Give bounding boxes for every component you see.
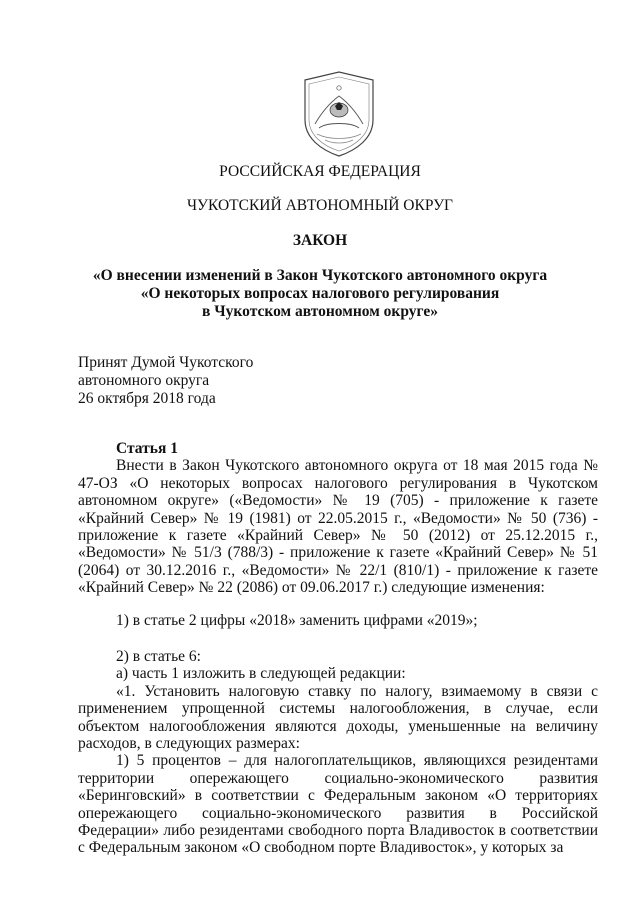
adoption-line: Принят Думой Чукотского — [78, 354, 254, 371]
country-heading: РОССИЙСКАЯ ФЕДЕРАЦИЯ — [219, 163, 421, 180]
region-heading: ЧУКОТСКИЙ АВТОНОМНЫЙ ОКРУГ — [186, 197, 454, 214]
adoption-line: автономного округа — [78, 372, 210, 389]
amendment-item: 1) в статье 2 цифры «2018» заменить цифрами «2019»; — [116, 612, 478, 629]
quoted-point-1: 1) 5 процентов – для налогоплательщиков, являющихся резидентами территории опережающего социально-экономического развития «Беринговский» в соответствии с Федеральным законом «О территориях опережающего социально-экономического развития в Российской Федерации» либо резидентами свободного порта Владивосток в соответствии с Федеральным законом «О свободном порте Владивосток», у которых за — [78, 752, 598, 857]
amendment-item-1 — [78, 612, 598, 629]
law-title-line: «О внесении изменений в Закон Чукотского автономного округа — [92, 267, 548, 284]
amendment-item-2 — [78, 648, 598, 857]
law-title — [60, 267, 580, 321]
document-type: ЗАКОН — [292, 232, 348, 249]
article-1 — [78, 440, 598, 597]
coat-of-arms-emblem — [297, 66, 381, 158]
law-title-line: «О некоторых вопросах налогового регулирования — [140, 285, 500, 302]
article-title: Статья 1 — [116, 440, 178, 457]
article-intro: Внести в Закон Чукотского автономного округа от 18 мая 2015 года № 47-ОЗ «О некоторых вопросах налогового регулирования в Чукотском автономном округе» («Ведомости» № 19 (705) - приложение к газете «Крайний Север» № 19 (1981) от 22.05.2015 г., «Ведомости» № 50 (736) - приложение к газете «Крайний Север» № 50 (2012) от 25.12.2015 г., «Ведомости» № 51/3 (788/3) - приложение к газете «Крайний Север» № 51 (2064) от 30.12.2016 г., «Ведомости» № 22/1 (810/1) - приложение к газете «Крайний Север» № 22 (2086) от 09.06.2017 г.) следующие изменения: — [78, 457, 598, 597]
adoption-date: 26 октября 2018 года — [78, 390, 216, 407]
law-title-line: в Чукотском автономном округе» — [202, 303, 438, 320]
quoted-text: «1. Установить налоговую ставку по налогу, взимаемому в связи с применением упрощенной системы налогообложения, в случае, если объектом налогообложения являются доходы, уменьшенные на величину расходов, в следующих размерах: — [78, 682, 598, 753]
amendment-subitem: а) часть 1 изложить в следующей редакции: — [116, 665, 406, 683]
amendment-item: 2) в статье 6: — [116, 648, 201, 665]
adoption-block — [78, 354, 338, 408]
